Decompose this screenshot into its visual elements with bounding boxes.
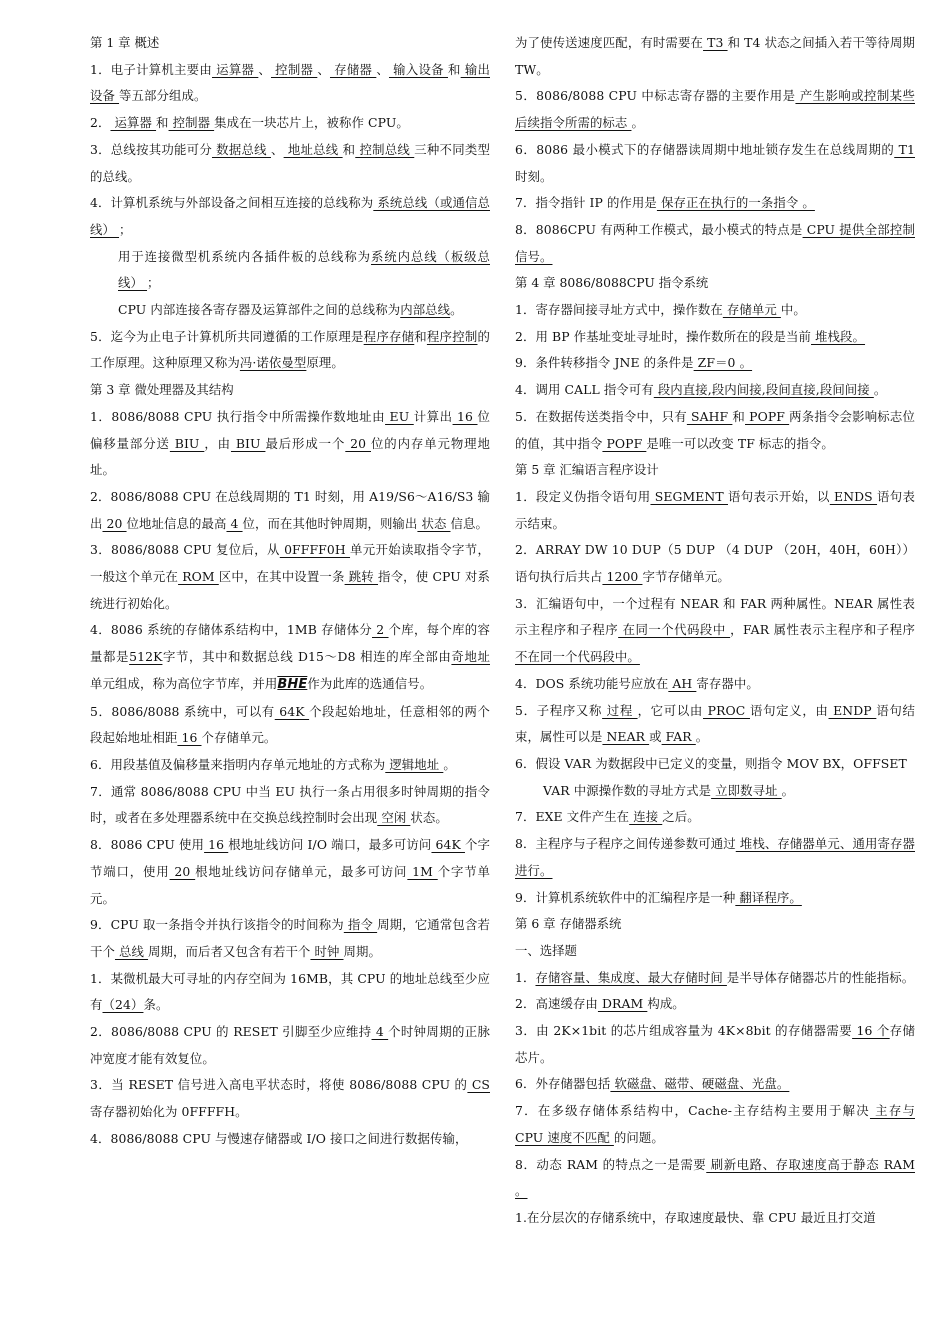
answer-blank: CPU 提供全部控制信号。 [515, 221, 915, 264]
answer-blank: 系统内总线（板级总线） [118, 248, 490, 291]
text-run: 作为此库的选通信号。 [307, 675, 433, 691]
text-run: 第 6 章 存储器系统 [515, 916, 622, 932]
paragraph [515, 778, 915, 805]
text-run: 为了使传送速度匹配，有时需要在 [515, 35, 704, 50]
text-run: 7．通常 8086/8088 CPU 中当 EU 执行一条占用很多时钟周期的指令时，或者在多处理器系统中在交换总线控制时会出现 [90, 783, 490, 826]
answer-blank: 立即数寻址 [711, 782, 782, 798]
text-run: 5．迄今为止电子计算机所共同遵循的工作原理是 [90, 328, 364, 344]
section-heading [515, 911, 915, 938]
text-run: CPU 内部连接各寄存器及运算部件之间的总线称为 [118, 302, 401, 318]
answer-blank: 64K [274, 703, 310, 719]
answer-blank: 内部总线 [400, 302, 451, 318]
answer-blank: 不在同一个代码段中。 [515, 649, 640, 665]
section-heading [90, 30, 490, 57]
text-run: 位偏移量部分送 [90, 408, 491, 451]
text-run: 位的内存单元物理地址。 [90, 435, 490, 478]
paragraph [515, 831, 915, 884]
answer-blank: 系统总线（或通信总线） [90, 195, 490, 237]
answer-blank: 翻译程序。 [735, 889, 802, 905]
answer-blank: ENDS [829, 488, 878, 504]
text-run: 存储芯片。 [515, 1023, 915, 1065]
paragraph [90, 912, 490, 965]
answer-blank: 产生影响或控制某些后续指令所需的标志 [515, 88, 915, 131]
bhe-signal: BHE [277, 676, 308, 692]
answer-blank: ROM [178, 569, 219, 585]
paragraph [90, 1126, 490, 1153]
text-run: 第 3 章 微处理器及其结构 [90, 382, 234, 398]
answer-blank: 冯·诺依曼型 [239, 355, 307, 371]
text-run: 状态。 [410, 810, 448, 826]
answer-blank: 存储容量、集成度、最大存储时间 [535, 969, 727, 985]
text-run: 3．总线按其功能可分 [90, 141, 212, 157]
text-run: 第 1 章 概述 [90, 35, 160, 50]
paragraph [90, 110, 490, 137]
answer-blank: ENDP [828, 702, 877, 718]
text-run: 6．8086 最小模式下的存储器读周期中地址锁存发生在总线周期的 [515, 141, 895, 157]
answer-blank: 20 [102, 515, 127, 531]
text-run: 3．由 2K×1bit 的芯片组成容量为 4K×8bit 的存储器需要 [515, 1023, 853, 1039]
text-run: 指令，使 CPU 对系统进行初始化。 [90, 569, 490, 611]
text-run: 时刻。 [515, 168, 553, 184]
text-run: 7．EXE 文件产生在 [515, 809, 630, 825]
answer-blank: 1200 [602, 569, 643, 585]
text-run: 根地址线访问 I/O 端口，最多可访问 [228, 837, 432, 853]
answer-blank: 跳转 [344, 569, 379, 585]
paragraph [515, 190, 915, 217]
text-run: 中。 [780, 302, 806, 318]
text-run: 2．8086/8088 CPU 在总线周期的 T1 时刻，用 A19/S6～A16/S3 输出 [90, 488, 490, 531]
paragraph [515, 217, 915, 270]
answer-blank: 过程 [602, 702, 638, 718]
text-run: 的问题。 [613, 1129, 664, 1145]
text-run: 和 T4 状态之间插入若干等待周期 TW。 [515, 35, 915, 77]
paragraph [90, 137, 490, 190]
answer-blank: POPF [745, 408, 790, 424]
text-run: 的工作原理。这种原理又称为 [90, 328, 490, 371]
answer-blank: NEAR [602, 729, 650, 745]
text-run: 之后。 [662, 809, 700, 825]
text-run: 3．汇编语句中，一个过程有 NEAR 和 FAR 两种属性。NEAR 属性表示主程序和子程序 [515, 595, 915, 638]
text-run: 周期，而后者又包含有若干个 [148, 943, 311, 959]
text-run: 、 [317, 61, 330, 77]
paragraph [515, 324, 915, 351]
answer-blank: 软磁盘、磁带、硬磁盘、光盘。 [610, 1076, 790, 1092]
text-run: 个字节单元。 [90, 863, 490, 906]
answer-blank: 数据总线 [211, 141, 271, 157]
answer-blank: 控制器 [270, 61, 318, 77]
answer-blank: FAR [661, 729, 696, 745]
text-run: 三种不同类型的总线。 [90, 141, 490, 184]
text-run: 语句定义，由 [749, 702, 829, 718]
text-run: 和 [342, 141, 356, 157]
text-run: 1．寄存器间接寻址方式中，操作数在 [515, 302, 723, 318]
paragraph [90, 404, 490, 484]
answer-blank: 空闲 [377, 810, 411, 826]
paragraph [515, 404, 915, 457]
answer-blank: 逻辑地址 [385, 756, 444, 772]
paragraph [515, 591, 915, 671]
answer-blank: 堆栈段。 [811, 328, 866, 344]
text-run: 。 [695, 729, 709, 745]
answer-blank: 段内直接,段内间接,段间直接,段间间接 [653, 382, 874, 398]
text-run: 1．电子计算机主要由 [90, 61, 212, 77]
answer-blank: 64K [431, 837, 465, 853]
answer-blank: EU [385, 408, 414, 424]
text-run: 6．假设 VAR 为数据段中已定义的变量，则指令 MOV BX，OFFSET [515, 755, 907, 771]
paragraph [515, 1018, 915, 1071]
paragraph [515, 671, 915, 698]
answer-blank: AH [668, 675, 697, 691]
text-run: 1.在分层次的存储系统中，存取速度最快、靠 CPU 最近且打交道 [515, 1209, 876, 1225]
paragraph [90, 484, 490, 537]
answer-blank: 指令 [343, 917, 378, 933]
text-run: 集成在一块芯片上，被称作 CPU。 [214, 115, 409, 131]
answer-blank: 4 [371, 1024, 389, 1040]
answer-blank: 输出设备 [90, 61, 490, 104]
text-run: 用于连接微型机系统内各插件板的总线称为 [118, 248, 371, 264]
text-run: 单元开始读取指令字节，一般这个单元在 [90, 542, 490, 585]
answer-blank: 主存与 CPU 速度不匹配 [515, 1103, 915, 1145]
answer-blank: 输入设备 [388, 61, 448, 77]
text-run: 语句结束，属性可以是 [515, 702, 916, 745]
text-run: 1．某微机最大可寻址的内存空间为 16MB，其 CPU 的地址总线至少应有 [90, 970, 490, 1013]
text-run: 1． [515, 969, 536, 985]
answer-blank: 在同一个代码段中 [618, 622, 731, 638]
text-run: 9．条件转移指令 JNE 的条件是 [515, 355, 694, 371]
answer-blank: 存储器 [329, 61, 377, 77]
text-run: 字节存储单元。 [642, 569, 730, 585]
paragraph [515, 698, 915, 751]
text-run: 根地址线访问存储单元，最多可访问 [195, 863, 408, 879]
paragraph [90, 966, 490, 1019]
text-run: 寄存器中。 [696, 675, 759, 691]
text-run: 1．8086/8088 CPU 执行指令中所需操作数地址由 [90, 408, 386, 424]
text-run: 2．8086/8088 CPU 的 RESET 引脚至少应维持 [90, 1024, 372, 1040]
text-run: 两条指令会影响标志位的值，其中指令 [515, 408, 915, 451]
answer-blank: 程序存储 [363, 328, 415, 344]
answer-blank: 512K [129, 649, 163, 665]
answer-blank: 16 [177, 730, 202, 746]
answer-blank: 存储单元 [722, 302, 781, 318]
answer-blank: T3 [703, 35, 728, 50]
paragraph [515, 1205, 915, 1232]
text-run: 个字节端口，使用 [90, 837, 490, 879]
text-run: 8．动态 RAM 的特点之一是需要 [515, 1156, 707, 1172]
left-column [90, 30, 490, 1153]
answer-blank: 0FFFF0H [279, 542, 351, 558]
paragraph [90, 699, 490, 752]
paragraph [515, 804, 915, 831]
text-run: 4．调用 CALL 指令可有 [515, 382, 654, 398]
text-run: 7．在多级存储体系结构中，Cache-主存结构主要用于解决 [515, 1103, 870, 1119]
text-run: 。 [873, 382, 887, 398]
answer-blank: CS [467, 1077, 490, 1093]
paragraph [515, 751, 915, 778]
text-run: 是唯一可以改变 TF 标志的指令。 [646, 435, 834, 451]
answer-blank: 4 [226, 515, 243, 531]
text-run: 8．8086CPU 有两种工作模式，最小模式的特点是 [515, 221, 803, 237]
text-run: 7．指令指针 IP 的作用是 [515, 195, 657, 211]
paragraph [90, 190, 490, 243]
text-run: 第 4 章 8086/8088CPU 指令系统 [515, 275, 709, 291]
answer-blank: ZF＝0 。 [693, 355, 753, 371]
text-run: 5．8086/8088 CPU 中标志寄存器的主要作用是 [515, 88, 796, 104]
paragraph [90, 617, 490, 698]
answer-blank: 连接 [629, 809, 663, 825]
text-run: 或 [649, 729, 662, 745]
text-run: 等五部分组成。 [119, 88, 207, 104]
paragraph [90, 297, 490, 324]
paragraph [515, 1071, 915, 1098]
text-run: VAR 中源操作数的寻址方式是 [543, 782, 712, 798]
text-run: 。 [450, 302, 463, 318]
text-run: 第 5 章 汇编语言程序设计 [515, 462, 659, 478]
paragraph [90, 1072, 490, 1125]
answer-blank: 16 [452, 408, 478, 424]
text-run: 、 [258, 61, 271, 77]
text-run: 是半导体存储器芯片的性能指标。 [726, 969, 915, 985]
text-run: 个段起始地址，任意相邻的两个段起始地址相距 [90, 703, 491, 746]
paragraph [515, 377, 915, 404]
paragraph [90, 1019, 490, 1072]
text-run: 位，而在其他时钟周期，则输出 [242, 515, 418, 531]
paragraph [515, 991, 915, 1018]
paragraph [515, 1098, 915, 1151]
text-run: 4．DOS 系统功能号应放在 [515, 675, 669, 691]
text-run: 字节，其中和数据总线 D15～D8 相连的库全部由 [162, 649, 452, 665]
right-column [515, 30, 915, 1232]
answer-blank: SAHF [686, 408, 733, 424]
answer-blank: 16 [204, 837, 229, 853]
text-run: ，由 [204, 435, 231, 451]
answer-blank: 程序控制 [426, 328, 478, 344]
text-run: 语句表示结束。 [515, 488, 915, 531]
text-run: ，它可以由 [637, 702, 703, 718]
answer-blank: SEGMENT [650, 488, 728, 504]
answer-blank: 运算器 [211, 61, 259, 77]
text-run: 3．当 RESET 信号进入高电平状态时，将使 8086/8088 CPU 的 [90, 1077, 468, 1093]
text-run: 构成。 [647, 996, 685, 1012]
text-run: 和 [156, 115, 169, 131]
answer-blank: 控制器 [168, 115, 215, 131]
text-run: 。 [781, 782, 795, 798]
text-run: 2． [90, 115, 111, 131]
paragraph [90, 324, 490, 377]
section-heading [515, 938, 915, 965]
text-run: 信息。 [450, 515, 488, 531]
answer-blank: 状态 [417, 515, 451, 531]
text-run: 原理。 [306, 355, 344, 371]
text-run: 1．段定义伪指令语句用 [515, 488, 651, 504]
text-run: 一、选择题 [515, 942, 577, 958]
text-run: 8．8086 CPU 使用 [90, 837, 205, 853]
paragraph [90, 779, 490, 832]
answer-blank: 20 [169, 863, 196, 879]
answer-blank: 刷新电路、存取速度高于静态 RAM 。 [515, 1156, 915, 1199]
paragraph [515, 350, 915, 377]
text-run: 周期。 [343, 943, 381, 959]
text-run: 、 [270, 141, 284, 157]
answer-blank: （24） [102, 997, 144, 1013]
paragraph [515, 137, 915, 190]
paragraph [90, 832, 490, 912]
answer-blank: 时钟 [310, 943, 344, 959]
text-run: 6．外存储器包括 [515, 1076, 611, 1092]
answer-blank: 运算器 [110, 115, 157, 131]
section-heading [515, 270, 915, 297]
answer-blank: POPF [602, 435, 647, 451]
text-run: ； [147, 275, 160, 291]
text-run: 个存储单元。 [201, 730, 277, 746]
answer-blank: 保存正在执行的一条指令 。 [656, 195, 815, 211]
paragraph [515, 965, 915, 992]
text-run: 9．计算机系统软件中的汇编程序是一种 [515, 889, 736, 905]
text-run: 最后形成一个 [265, 435, 346, 451]
text-run: 4．8086 系统的存储体系结构中，1MB 存储体分 [90, 622, 373, 638]
text-run: 5．子程序又称 [515, 702, 603, 718]
answer-blank: PROC [703, 702, 750, 718]
text-run: 。 [443, 756, 456, 772]
section-heading [515, 457, 915, 484]
text-run: 2．ARRAY DW 10 DUP（5 DUP （4 DUP （20H，40H，60H））语句执行后共占 [515, 542, 915, 585]
answer-blank: T1 [894, 141, 915, 157]
text-run: 语句表示开始，以 [727, 488, 830, 504]
paragraph [90, 752, 490, 779]
text-run: 单元组成，称为高位字节库，并用 [90, 675, 278, 691]
answer-blank: 16 个 [852, 1023, 890, 1039]
answer-blank: 总线 [114, 943, 149, 959]
answer-blank: BIU [169, 435, 205, 451]
text-run: 周期，它通常包含若干个 [90, 917, 490, 959]
paragraph [90, 537, 490, 617]
text-run: 个库，每个库的容量都是 [90, 622, 490, 665]
text-run: 4．计算机系统与外部设备之间相互连接的总线称为 [90, 195, 374, 211]
section-heading [90, 377, 490, 404]
text-run: 2．用 BP 作基址变址寻址时，操作数所在的段是当前 [515, 328, 812, 344]
answer-blank: DRAM [597, 996, 648, 1012]
paragraph [90, 57, 490, 110]
text-run: 5．在数据传送类指令中，只有 [515, 408, 687, 424]
text-run: ，FAR 属性表示主程序和子程序 [730, 622, 915, 638]
text-run: 、 [376, 61, 389, 77]
paragraph [90, 244, 490, 297]
text-run: 6．用段基值及偏移量来指明内存单元地址的方式称为 [90, 756, 386, 772]
text-run: 和 [447, 61, 461, 77]
paragraph [515, 30, 915, 83]
text-run: 区中，在其中设置一条 [218, 569, 345, 585]
text-run: 位地址信息的最高 [126, 515, 227, 531]
paragraph [515, 484, 915, 537]
text-run: 和 [414, 328, 427, 344]
answer-blank: 20 [345, 435, 371, 451]
answer-blank: 控制总线 [355, 141, 415, 157]
answer-blank: 堆栈、存储器单元、通用寄存器进行。 [515, 836, 915, 878]
paragraph [515, 297, 915, 324]
answer-blank: 1M [407, 863, 438, 879]
text-run: ； [119, 221, 132, 237]
answer-blank: BIU [230, 435, 266, 451]
answer-blank: 地址总线 [283, 141, 343, 157]
paragraph [515, 1152, 915, 1205]
paragraph [515, 83, 915, 136]
text-run: 。 [631, 115, 644, 131]
text-run: 5．8086/8088 系统中，可以有 [90, 703, 275, 719]
text-run: 和 [732, 408, 745, 424]
text-run: 9．CPU 取一条指令并执行该指令的时间称为 [90, 917, 344, 933]
answer-blank: 2 [372, 622, 389, 638]
text-run: 个时钟周期的正脉冲宽度才能有效复位。 [90, 1024, 490, 1066]
text-run: 条。 [143, 997, 169, 1013]
paragraph [515, 885, 915, 912]
paragraph [515, 537, 915, 590]
text-run: 寄存器初始化为 0FFFFH。 [90, 1104, 248, 1120]
text-run: 2．高速缓存由 [515, 996, 598, 1012]
text-run: 8．主程序与子程序之间传递参数可通过 [515, 836, 736, 852]
text-run: 3．8086/8088 CPU 复位后，从 [90, 542, 280, 558]
text-run: 4．8086/8088 CPU 与慢速存储器或 I/O 接口之间进行数据传输， [90, 1130, 468, 1146]
text-run: 计算出 [413, 408, 453, 424]
answer-blank: 奇地址 [451, 649, 490, 665]
